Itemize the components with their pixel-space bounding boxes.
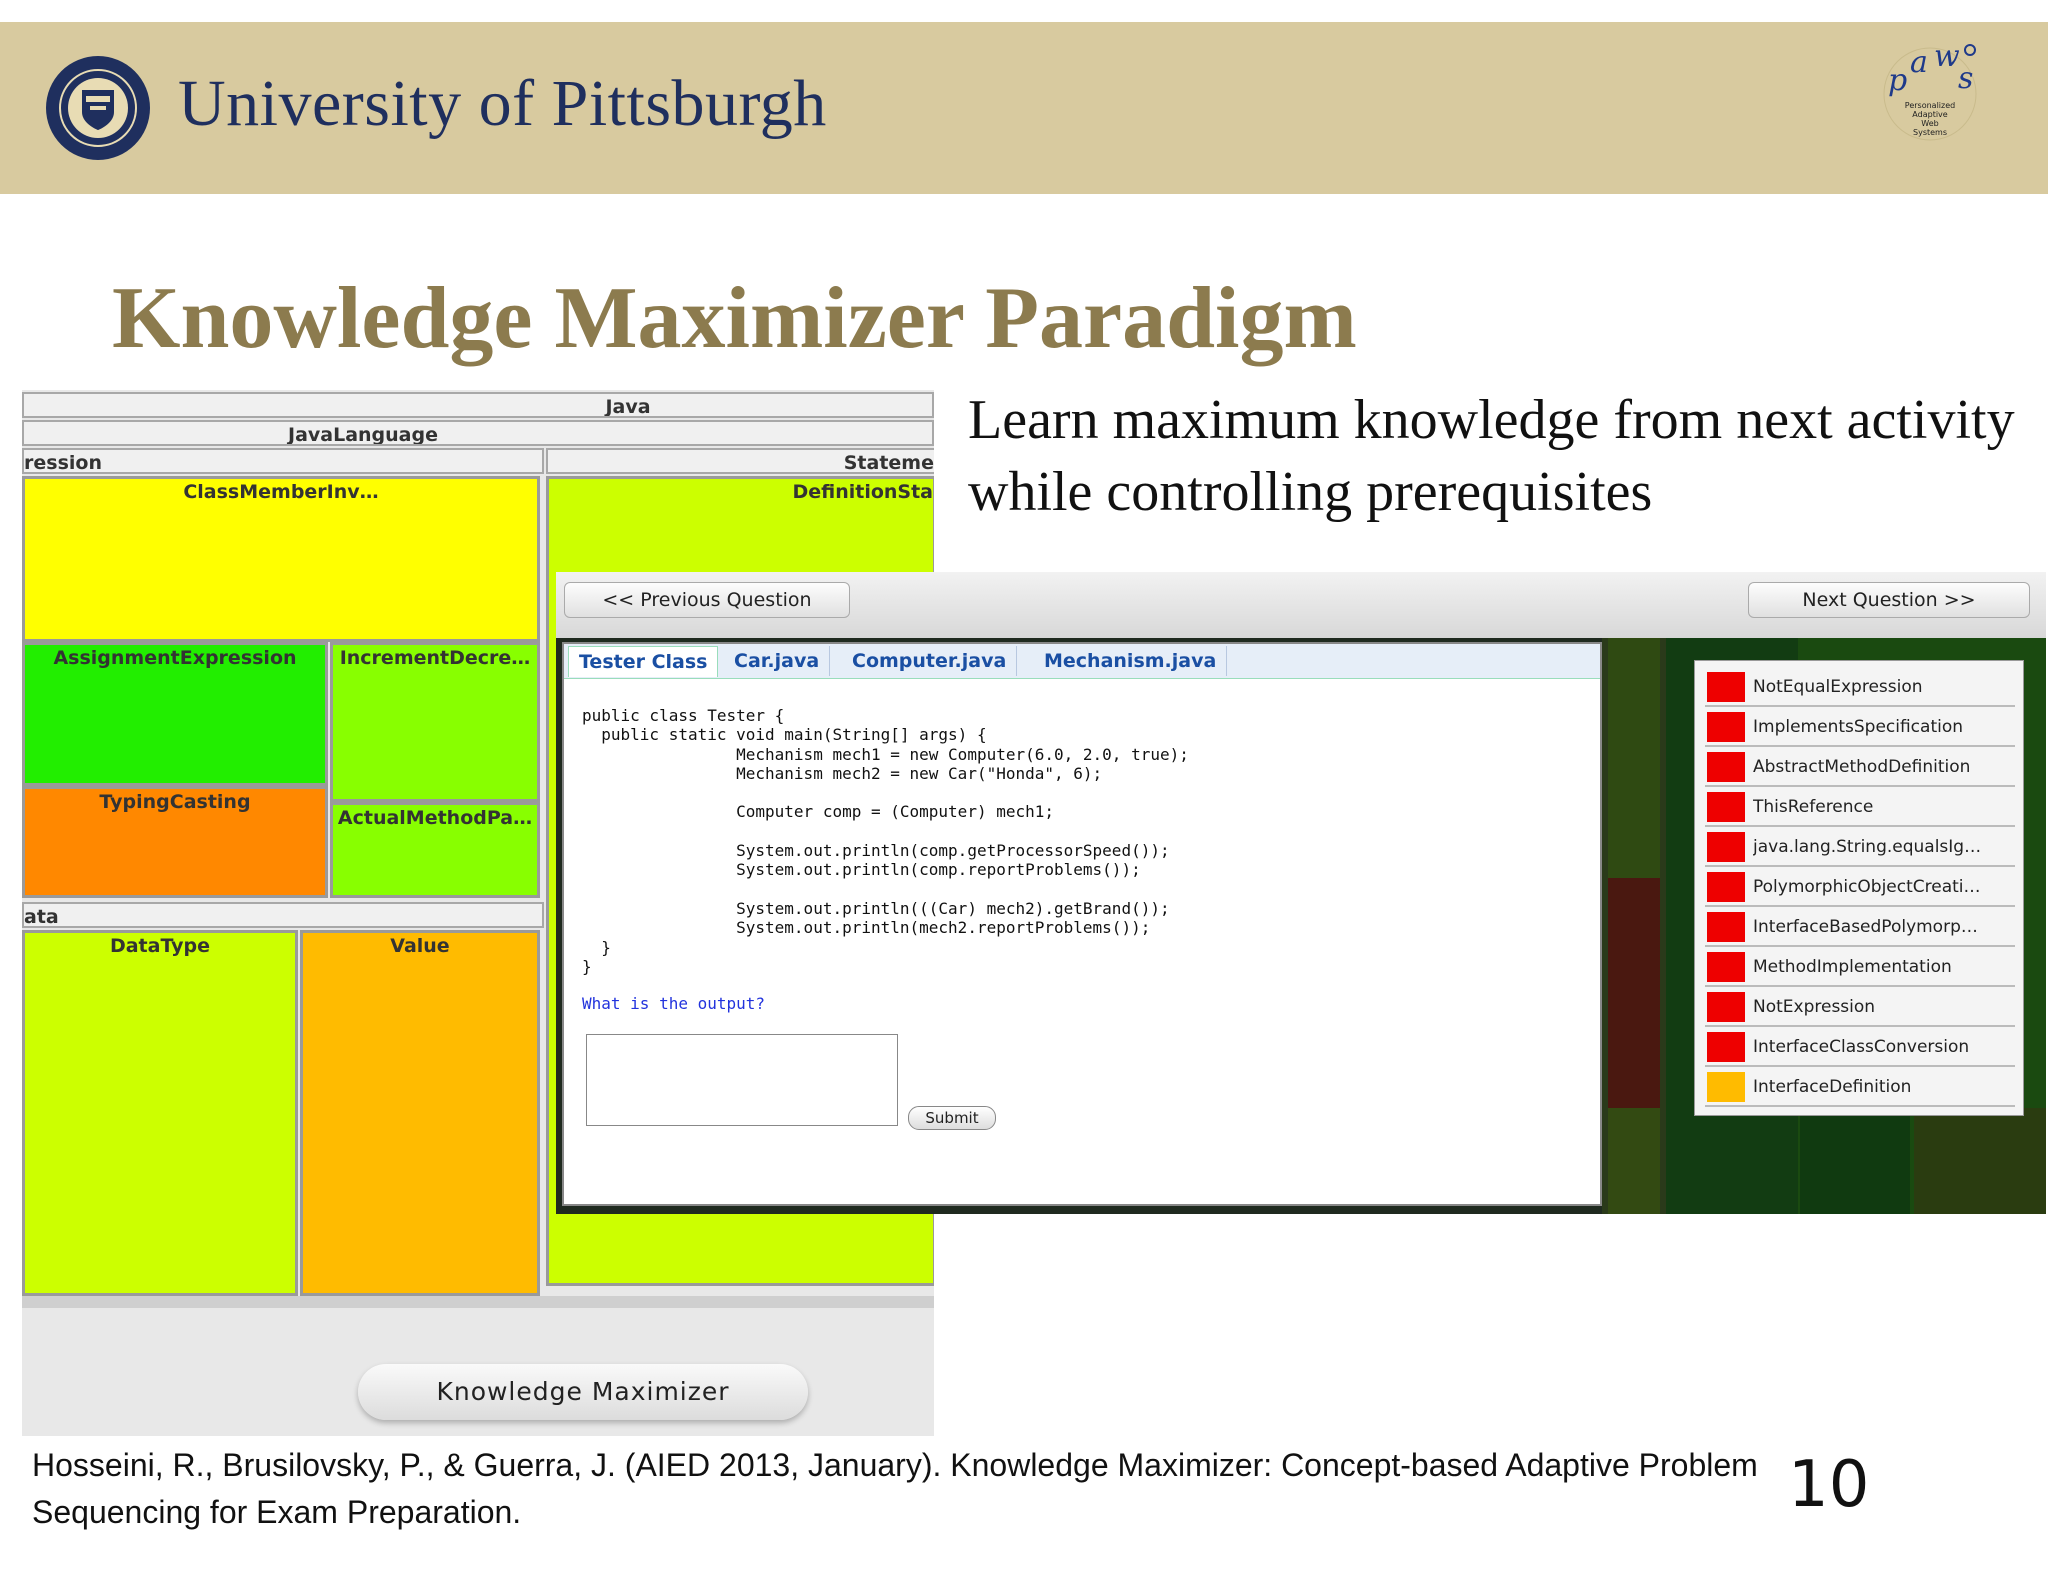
- treemap-node-java[interactable]: Java: [22, 392, 934, 418]
- concept-swatch: [1707, 712, 1745, 742]
- question-prompt: What is the output?: [582, 994, 766, 1013]
- concept-label: NotEqualExpression: [1753, 677, 1923, 697]
- concept-label: NotExpression: [1753, 997, 1876, 1017]
- answer-textarea[interactable]: [586, 1034, 898, 1126]
- file-tabs: [564, 644, 1600, 679]
- svg-text:Adaptive: Adaptive: [1912, 110, 1948, 119]
- svg-text:Personalized: Personalized: [1904, 101, 1956, 110]
- concept-swatch: [1707, 912, 1745, 942]
- treemap-node-incrementdecrement[interactable]: IncrementDecre…: [330, 642, 540, 802]
- concept-item[interactable]: [1705, 1029, 2015, 1067]
- next-question-button[interactable]: Next Question >>: [1748, 582, 2030, 618]
- concept-swatch: [1707, 872, 1745, 902]
- concept-label: InterfaceBasedPolymorp…: [1753, 917, 1978, 937]
- tab-car-java[interactable]: Car.java: [724, 646, 830, 676]
- concept-item[interactable]: [1705, 669, 2015, 707]
- svg-text:w: w: [1934, 39, 1960, 74]
- treemap-node-definitionstatement[interactable]: DefinitionSta: [546, 476, 934, 1286]
- treemap-footer-bar: [22, 1296, 934, 1308]
- concept-swatch: [1707, 792, 1745, 822]
- treemap-node-assignmentexpression[interactable]: AssignmentExpression: [22, 642, 328, 786]
- concept-item[interactable]: [1705, 749, 2015, 787]
- submit-button[interactable]: Submit: [908, 1106, 996, 1130]
- concept-item[interactable]: [1705, 909, 2015, 947]
- concept-swatch: [1707, 1032, 1745, 1062]
- concept-item[interactable]: [1705, 709, 2015, 747]
- concept-item[interactable]: [1705, 1069, 2015, 1107]
- concept-label: PolymorphicObjectCreati…: [1753, 877, 1981, 897]
- svg-text:Web: Web: [1921, 119, 1939, 128]
- treemap-node-typingcasting[interactable]: TypingCasting: [22, 786, 328, 898]
- svg-text:Systems: Systems: [1913, 128, 1947, 137]
- concept-swatch: [1707, 952, 1745, 982]
- treemap-node-value[interactable]: Value: [300, 930, 540, 1296]
- concept-item[interactable]: [1705, 869, 2015, 907]
- concept-label: ImplementsSpecification: [1753, 717, 1964, 737]
- concept-swatch: [1707, 832, 1745, 862]
- citation-text: Hosseini, R., Brusilovsky, P., & Guerra, J. (AIED 2013, January). Knowledge Maximizer: Concept-based Adaptive Problem Sequencing for Exam Preparation.: [32, 1447, 1758, 1530]
- concept-label: InterfaceClassConversion: [1753, 1037, 1970, 1057]
- treemap-node-actualmethodparameter[interactable]: ActualMethodPa…: [330, 802, 540, 898]
- code-panel: [562, 642, 1602, 1206]
- university-seal-icon: [44, 54, 152, 162]
- page-number: 10: [1788, 1448, 1870, 1522]
- concept-item[interactable]: [1705, 949, 2015, 987]
- treemap-node-statement[interactable]: Stateme: [546, 448, 934, 474]
- paws-logo-icon: [1874, 36, 1986, 148]
- concept-item[interactable]: [1705, 789, 2015, 827]
- treemap-node-expression[interactable]: ression: [22, 448, 544, 474]
- concept-swatch: [1707, 1072, 1745, 1102]
- concept-swatch: [1707, 752, 1745, 782]
- treemap-node-data[interactable]: ata: [22, 902, 544, 928]
- concept-list: [1694, 660, 2024, 1116]
- slide-title: Knowledge Maximizer Paradigm: [112, 270, 1357, 367]
- concept-label: java.lang.String.equalsIg…: [1753, 837, 1982, 857]
- concept-item[interactable]: [1705, 989, 2015, 1027]
- concept-swatch: [1707, 992, 1745, 1022]
- treemap-node-javalanguage[interactable]: JavaLanguage: [22, 420, 934, 446]
- knowledge-maximizer-button[interactable]: Knowledge Maximizer: [358, 1364, 808, 1420]
- tab-mechanism-java[interactable]: Mechanism.java: [1034, 646, 1227, 676]
- svg-text:a: a: [1910, 45, 1928, 80]
- tab-tester-class[interactable]: Tester Class: [568, 646, 718, 677]
- treemap-node-classmemberinv[interactable]: ClassMemberInv…: [22, 476, 540, 642]
- concept-label: ThisReference: [1753, 797, 1874, 817]
- svg-text:s: s: [1958, 61, 1974, 96]
- concept-item[interactable]: [1705, 829, 2015, 867]
- previous-question-button[interactable]: << Previous Question: [564, 582, 850, 618]
- slide-subtitle: Learn maximum knowledge from next activity while controlling prerequisites: [968, 389, 2015, 523]
- university-name: University of Pittsburgh: [178, 67, 827, 140]
- question-window: [556, 572, 2046, 1214]
- concept-label: MethodImplementation: [1753, 957, 1952, 977]
- code-listing: public class Tester { public static void main(String[] args) { Mechanism mech1 = new Computer(6.0, 2.0, true); Mechanism mech2 = new Car("Honda", 6); Computer comp = (Computer) mech1; System.out.println(comp.getProcessorSpeed()); System.out.println(comp.reportProblems()); System.out.println(((Car) mech2).getBrand()); System.out.println(mech2.reportProblems()); } }: [582, 706, 1189, 976]
- question-toolbar: [556, 572, 2046, 638]
- tab-computer-java[interactable]: Computer.java: [842, 646, 1017, 676]
- concept-label: InterfaceDefinition: [1753, 1077, 1912, 1097]
- concept-label: AbstractMethodDefinition: [1753, 757, 1971, 777]
- treemap-node-datatype[interactable]: DataType: [22, 930, 298, 1296]
- concept-swatch: [1707, 672, 1745, 702]
- svg-text:p: p: [1888, 63, 1908, 98]
